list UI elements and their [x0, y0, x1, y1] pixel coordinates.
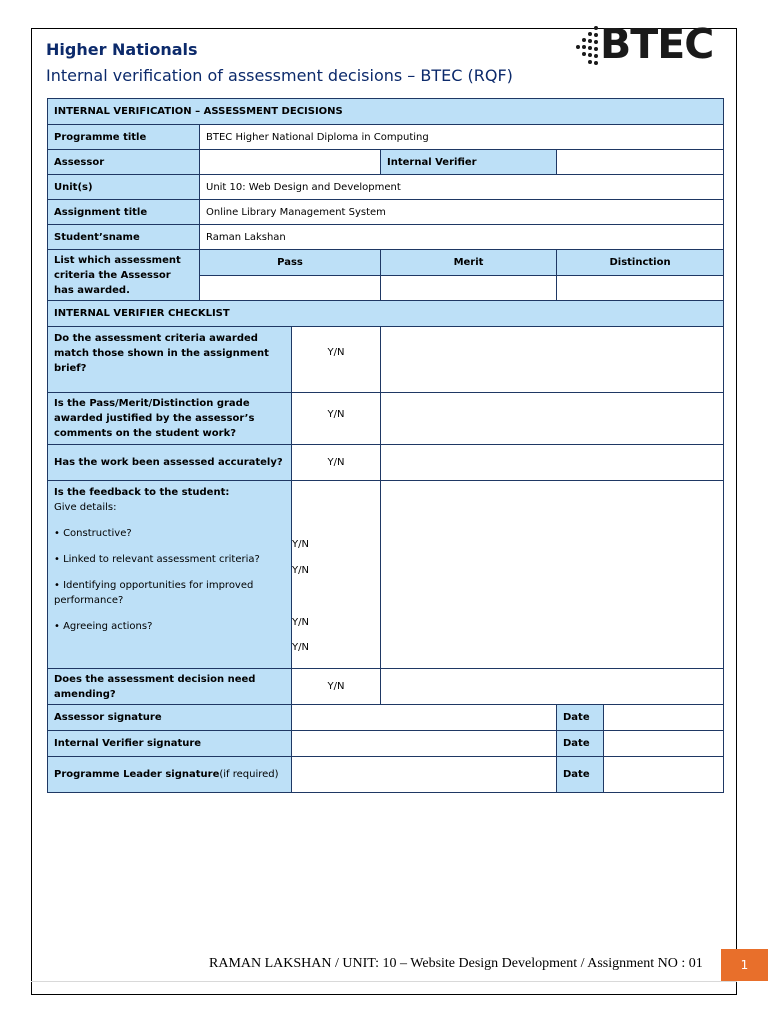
checklist-question: Do the assessment criteria awarded match those shown in the assignment brief?: [48, 327, 292, 393]
assignment-title-label: Assignment title: [48, 200, 200, 225]
checklist-question: Is the Pass/Merit/Distinction grade awarded justified by the assessor’s comments on the student work?: [48, 393, 292, 445]
internal-verifier-signature-label: Internal Verifier signature: [48, 731, 292, 757]
feedback-answer[interactable]: Y/N: [292, 617, 309, 628]
checklist-question: Has the work been assessed accurately?: [48, 445, 292, 481]
document-subtitle: Internal verification of assessment decisions – BTEC (RQF): [46, 66, 513, 85]
checklist-answer[interactable]: Y/N: [292, 393, 381, 445]
verification-form: [47, 98, 724, 793]
feedback-answer[interactable]: Y/N: [292, 642, 309, 653]
feedback-answer[interactable]: Y/N: [292, 565, 309, 576]
date-label: Date: [557, 705, 604, 731]
checklist-title: INTERNAL VERIFIER CHECKLIST: [48, 301, 724, 327]
student-name-label: Student’sname: [48, 225, 200, 250]
assessor-signature-field[interactable]: [292, 705, 557, 731]
distinction-field[interactable]: [557, 276, 724, 301]
page-footer: RAMAN LAKSHAN / UNIT: 10 – Website Design Development / Assignment NO : 01: [209, 956, 703, 971]
section-title: INTERNAL VERIFICATION – ASSESSMENT DECISIONS: [48, 99, 724, 125]
footer-divider: [31, 981, 737, 982]
feedback-question: Is the feedback to the student:: [54, 487, 230, 498]
btec-logo: [574, 20, 724, 72]
programme-title-field[interactable]: BTEC Higher National Diploma in Computing: [200, 125, 724, 150]
assessor-signature-label: Assessor signature: [48, 705, 292, 731]
page-number: 1: [721, 949, 768, 981]
student-name-field[interactable]: Raman Lakshan: [200, 225, 724, 250]
merit-field[interactable]: [381, 276, 557, 301]
checklist-comment-field[interactable]: [381, 393, 724, 445]
distinction-header: Distinction: [557, 250, 724, 276]
date-field[interactable]: [604, 731, 724, 757]
feedback-item: • Identifying opportunities for improved performance?: [54, 580, 254, 606]
date-label: Date: [557, 731, 604, 757]
pass-field[interactable]: [200, 276, 381, 301]
checklist-answer[interactable]: Y/N: [292, 445, 381, 481]
programme-leader-signature-label-cell: [48, 757, 292, 793]
pass-header: Pass: [200, 250, 381, 276]
checklist-answer[interactable]: Y/N: [292, 327, 381, 393]
feedback-question-cell: [48, 481, 292, 669]
date-label: Date: [557, 757, 604, 793]
logo-text: BTEC: [600, 20, 714, 68]
feedback-item: • Agreeing actions?: [54, 621, 153, 632]
date-field[interactable]: [604, 705, 724, 731]
checklist-comment-field[interactable]: [381, 327, 724, 393]
amending-question: Does the assessment decision need amending?: [48, 669, 292, 705]
programme-leader-signature-label: Programme Leader signature: [54, 769, 220, 780]
assignment-title-field[interactable]: Online Library Management System: [200, 200, 724, 225]
give-details-label: Give details:: [54, 502, 117, 513]
checklist-comment-field[interactable]: [381, 445, 724, 481]
programme-leader-signature-note: (if required): [219, 769, 279, 780]
amending-comment-field[interactable]: [381, 669, 724, 705]
feedback-item: • Constructive?: [54, 528, 132, 539]
internal-verifier-signature-field[interactable]: [292, 731, 557, 757]
units-field[interactable]: Unit 10: Web Design and Development: [200, 175, 724, 200]
internal-verifier-field[interactable]: [557, 150, 724, 175]
feedback-item: • Linked to relevant assessment criteria?: [54, 554, 260, 565]
amending-answer[interactable]: Y/N: [292, 669, 381, 705]
criteria-label: List which assessment criteria the Assessor has awarded.: [48, 250, 200, 301]
assessor-field[interactable]: [200, 150, 381, 175]
merit-header: Merit: [381, 250, 557, 276]
feedback-answers-cell: [292, 481, 381, 669]
programme-leader-signature-field[interactable]: [292, 757, 557, 793]
assessor-label: Assessor: [48, 150, 200, 175]
date-field[interactable]: [604, 757, 724, 793]
document-title: Higher Nationals: [46, 40, 198, 59]
feedback-answer[interactable]: Y/N: [292, 539, 309, 550]
programme-title-label: Programme title: [48, 125, 200, 150]
feedback-comment-field[interactable]: [381, 481, 724, 669]
internal-verifier-label: Internal Verifier: [381, 150, 557, 175]
units-label: Unit(s): [48, 175, 200, 200]
